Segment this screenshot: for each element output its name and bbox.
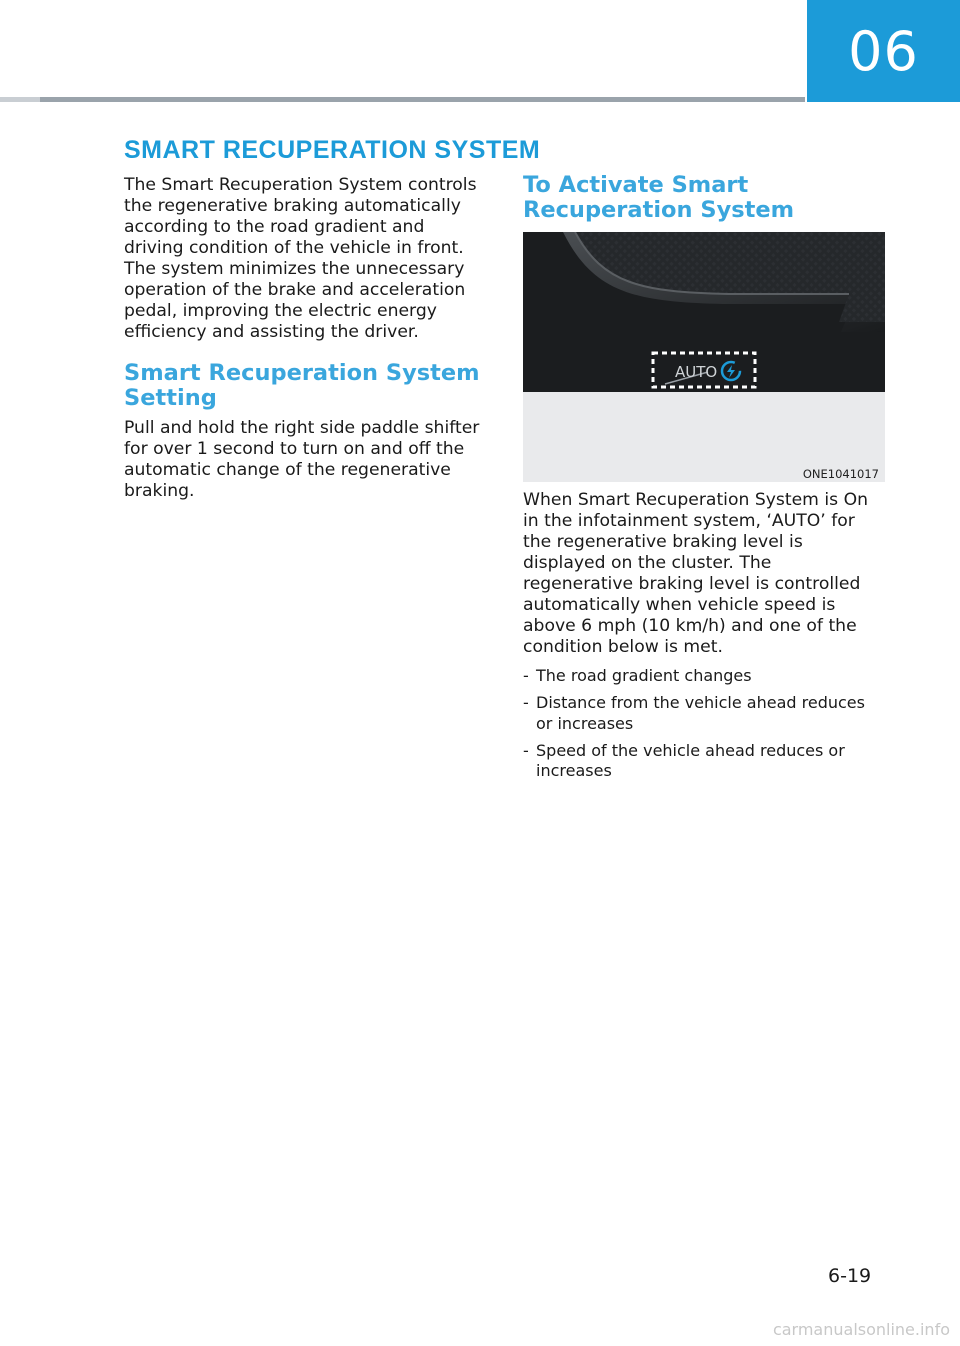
setting-paragraph: Pull and hold the right side paddle shifter for over 1 second to turn on and off the automatic change of the regenerative braking. bbox=[124, 418, 480, 501]
page-number: 6-19 bbox=[828, 1265, 872, 1287]
watermark: carmanualsonline.info bbox=[772, 1320, 950, 1339]
activate-heading: To Activate Smart Recuperation System bbox=[523, 172, 795, 223]
condition-list bbox=[523, 666, 885, 782]
left-column bbox=[124, 175, 489, 502]
dash-mark: - bbox=[523, 693, 529, 712]
dash-mark: - bbox=[523, 666, 529, 685]
dash-mark: - bbox=[523, 740, 529, 760]
figure-code: ONE1041017 bbox=[802, 467, 879, 481]
chapter-tab bbox=[807, 0, 960, 102]
condition-text: The road gradient changes bbox=[536, 666, 752, 685]
setting-heading: Smart Recuperation System Setting bbox=[124, 360, 480, 411]
cluster-figure bbox=[523, 232, 885, 482]
cluster-illustration bbox=[523, 232, 885, 482]
condition-text: Distance from the vehicle ahead reduces or increases bbox=[536, 693, 865, 733]
section-title: SMART RECUPERATION SYSTEM bbox=[124, 136, 541, 164]
right-column bbox=[523, 173, 885, 788]
chapter-number: 06 bbox=[848, 19, 919, 83]
list-item bbox=[523, 666, 885, 687]
auto-indicator: AUTO bbox=[675, 363, 718, 381]
condition-text: Speed of the vehicle ahead reduces or increases bbox=[536, 740, 845, 780]
header-rule bbox=[0, 97, 805, 102]
intro-paragraph: The Smart Recuperation System controls the regenerative braking automatically according to the road gradient and driving condition of the vehicle in front. The system minimizes the unnecessary operation of the brake and acceleration pedal, improving the electric energy efficiency and assisting the driver. bbox=[124, 175, 477, 342]
list-item bbox=[523, 693, 885, 734]
activate-paragraph: When Smart Recuperation System is On in the infotainment system, ‘AUTO’ for the regenerative braking level is displayed on the cluster. The regenerative braking level is controlled automatically when vehicle speed is above 6 mph (10 km/h) and one of the condition below is met. bbox=[523, 490, 868, 657]
list-item bbox=[523, 741, 885, 782]
